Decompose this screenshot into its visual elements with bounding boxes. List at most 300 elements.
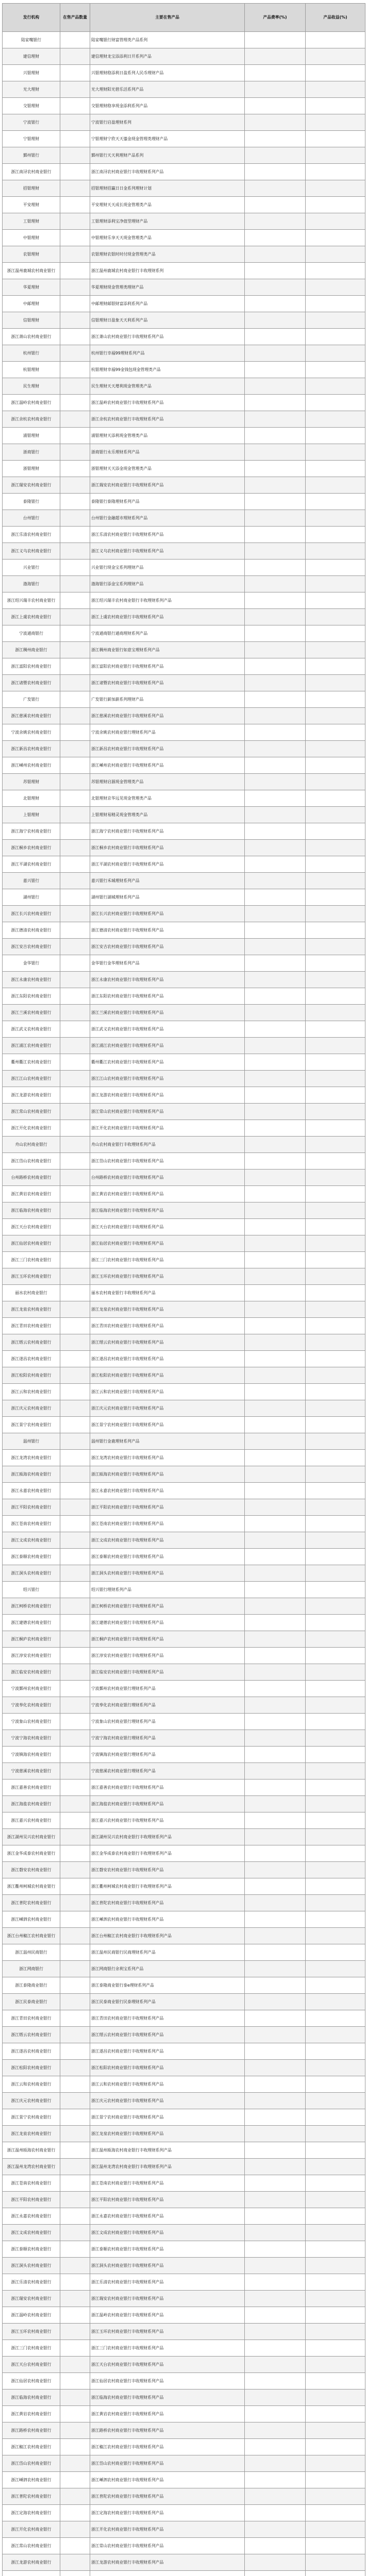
product-count-cell [60,461,90,477]
issuer-cell: 浙江常山农村商业银行 [3,1104,60,1120]
fee-rate-cell [245,972,306,988]
table-row [3,2340,365,2357]
main-product-cell: 宁波象山农村商业银行理财系列产品 [90,1714,245,1730]
table-row [3,2554,365,2571]
yield-cell [306,1054,365,1071]
table-row [3,1615,365,1631]
issuer-cell: 浙江富阳农村商业银行 [3,658,60,675]
issuer-cell: 浙江瑞安农村商业银行 [3,477,60,494]
main-product-cell: 浙江台州椒江农村商业银行丰收理财系列产品 [90,1928,245,1944]
product-count-cell [60,2538,90,2554]
main-product-cell: 浙江定海农村商业银行丰收理财系列产品 [90,2505,245,2521]
main-product-cell: 浙江青田农村商业银行丰收理财系列产品 [90,1318,245,1334]
main-product-cell: 浙江景宁农村商业银行丰收理财系列产品 [90,1417,245,1433]
fee-rate-cell [245,362,306,378]
table-row [3,2076,365,2093]
table-row [3,2225,365,2241]
main-product-cell: 浙江龙游农村商业银行丰收理财系列产品 [90,1087,245,1104]
table-row [3,2307,365,2324]
main-product-cell: 浙江德清农村商业银行丰收理财系列产品 [90,922,245,939]
table-row [3,2406,365,2422]
yield-cell [306,378,365,395]
table-row [3,560,365,576]
yield-cell [306,2159,365,2175]
yield-cell [306,246,365,263]
table-row [3,428,365,444]
table-row [3,1334,365,1351]
product-count-cell [60,906,90,922]
yield-cell [306,1862,365,1878]
yield-cell [306,1367,365,1384]
fee-rate-cell [245,2324,306,2340]
table-row [3,1021,365,1038]
fee-rate-cell [245,164,306,180]
product-count-cell [60,1598,90,1615]
fee-rate-cell [245,988,306,1005]
main-product-cell: 浙江永嘉农村商业银行丰收理财系列产品 [90,1483,245,1499]
fee-rate-cell [245,1005,306,1021]
yield-cell [306,774,365,790]
yield-cell [306,1549,365,1565]
issuer-cell: 浙江黄岩农村商业银行 [3,1186,60,1202]
table-row [3,972,365,988]
fee-rate-cell [245,840,306,856]
issuer-cell: 浙江江山农村商业银行 [3,1071,60,1087]
yield-cell [306,444,365,461]
main-product-cell: 宁波镇海农村商业银行理财系列产品 [90,1747,245,1763]
fee-rate-cell [245,527,306,543]
issuer-cell: 浙江临海农村商业银行 [3,1202,60,1219]
issuer-cell [3,2571,60,2576]
issuer-cell: 浙江温州龙湾农村商业银行 [3,2159,60,2175]
product-count-cell [60,757,90,774]
table-row [3,1565,365,1582]
fee-rate-cell [245,757,306,774]
product-count-cell [60,1697,90,1714]
fee-rate-cell [245,1104,306,1120]
fee-rate-cell [245,197,306,213]
main-product-cell: 兴银理财稳添利日盈系列人民币理财产品 [90,65,245,81]
product-count-cell [60,2043,90,2060]
main-product-cell: 浙江天台农村商业银行丰收理财系列产品 [90,1219,245,1235]
yield-cell [306,362,365,378]
product-count-cell [60,230,90,246]
fee-rate-cell [245,345,306,362]
fee-rate-cell [245,2455,306,2472]
table-row [3,708,365,724]
issuer-cell: 浙江洞头农村商业银行 [3,2258,60,2274]
product-count-cell [60,988,90,1005]
product-count-cell [60,1104,90,1120]
issuer-cell: 宁波镇海农村商业银行 [3,1747,60,1763]
fee-rate-cell [245,1780,306,1796]
fee-rate-cell [245,1961,306,1977]
yield-cell [306,2357,365,2373]
issuer-cell: 浙江安吉农村商业银行 [3,939,60,955]
product-count-cell [60,147,90,164]
main-product-cell: 浙江武义农村商业银行丰收理财系列产品 [90,1021,245,1038]
yield-cell [306,131,365,147]
yield-cell [306,1433,365,1450]
product-count-cell [60,708,90,724]
fee-rate-cell [245,1384,306,1400]
product-count-cell [60,823,90,840]
issuer-cell: 中邮理财 [3,296,60,312]
table-row [3,1499,365,1516]
product-count-cell [60,1714,90,1730]
issuer-cell: 建信理财 [3,48,60,65]
main-product-cell: 浙江海宁农村商业银行丰收理财系列产品 [90,823,245,840]
table-row [3,213,365,230]
fee-rate-cell [245,2357,306,2373]
fee-rate-cell [245,2010,306,2027]
issuer-cell: 华夏理财 [3,279,60,296]
table-row [3,2126,365,2142]
product-count-cell [60,1862,90,1878]
table-row [3,1433,365,1450]
yield-cell [306,1235,365,1252]
product-count-cell [60,1400,90,1417]
fee-rate-cell [245,2554,306,2571]
product-count-cell [60,164,90,180]
yield-cell [306,1631,365,1648]
table-row [3,2027,365,2043]
table-row [3,1944,365,1961]
product-table-sheet [2,3,365,2576]
product-count-cell [60,2422,90,2439]
fee-rate-cell [245,461,306,477]
fee-rate-cell [245,2192,306,2208]
issuer-cell: 浙江普陀农村商业银行 [3,2488,60,2505]
table-row [3,1681,365,1697]
table-row [3,65,365,81]
yield-cell [306,922,365,939]
issuer-cell: 金华银行 [3,955,60,972]
product-count-cell [60,1318,90,1334]
main-product-cell: 丽水农村商业银行丰收理财系列产品 [90,1285,245,1301]
main-product-cell: 浙江松阳农村商业银行丰收理财系列产品 [90,1367,245,1384]
table-row [3,1466,365,1483]
table-row [3,2010,365,2027]
fee-rate-cell [245,48,306,65]
yield-cell [306,1812,365,1829]
fee-rate-cell [245,1928,306,1944]
yield-cell [306,494,365,510]
issuer-cell: 浙江缙云农村商业银行 [3,2027,60,2043]
yield-cell [306,1120,365,1137]
table-row [3,1516,365,1532]
main-product-cell: 浙江遂昌农村商业银行丰收理财系列产品 [90,2043,245,2060]
issuer-cell: 丽水农村商业银行 [3,1285,60,1301]
main-product-cell: 浙江温州民商银行民商理财系列产品 [90,1944,245,1961]
issuer-cell: 嘉兴银行 [3,873,60,889]
main-product-cell: 衢州衢江农村商业银行丰收理财系列产品 [90,1054,245,1071]
yield-cell [306,1829,365,1845]
issuer-cell: 绍兴银行 [3,1582,60,1598]
main-product-cell: 浙江松阳农村商业银行丰收理财系列产品 [90,2060,245,2076]
yield-cell [306,1071,365,1087]
product-count-cell [60,81,90,98]
main-product-cell: 浙江瑞安农村商业银行丰收理财系列产品 [90,477,245,494]
main-product-cell: 泰隆银行泰隆理财系列产品 [90,494,245,510]
issuer-cell: 浙江开化农村商业银行 [3,2521,60,2538]
table-row [3,1005,365,1021]
fee-rate-cell [245,1714,306,1730]
fee-rate-cell [245,2389,306,2406]
product-count-cell [60,1235,90,1252]
issuer-cell: 浙江永嘉农村商业银行 [3,1483,60,1499]
issuer-cell: 浙江长兴农村商业银行 [3,906,60,922]
table-row [3,873,365,889]
issuer-cell: 浙江永嘉农村商业银行 [3,2208,60,2225]
table-body [3,32,365,2576]
table-row [3,790,365,807]
issuer-cell: 浙江开化农村商业银行 [3,1120,60,1137]
fee-rate-cell [245,2538,306,2554]
issuer-cell: 浙江泰隆商业银行 [3,1977,60,1994]
product-count-cell [60,2571,90,2576]
yield-cell [306,1961,365,1977]
main-product-cell: 工银理财添利宝净值型理财产品 [90,213,245,230]
table-row [3,362,365,378]
main-product-cell: 浙江常山农村商业银行丰收理财系列产品 [90,2538,245,2554]
main-product-cell: 浙江余杭农村商业银行丰收理财系列产品 [90,411,245,428]
main-product-cell: 浙江温岭农村商业银行丰收理财系列产品 [90,2307,245,2324]
issuer-cell: 浙江海宁农村商业银行 [3,823,60,840]
fee-rate-cell [245,296,306,312]
fee-rate-cell [245,1466,306,1483]
main-product-cell: 浙江黄岩农村商业银行丰收理财系列产品 [90,2406,245,2422]
product-count-cell [60,2406,90,2422]
yield-cell [306,741,365,757]
main-product-cell: 宁波银行启盈理财系列 [90,114,245,131]
product-count-cell [60,395,90,411]
issuer-cell: 浙江萧山农村商业银行 [3,329,60,345]
main-product-cell: 浙江玉环农村商业银行丰收理财系列产品 [90,2324,245,2340]
table-row [3,691,365,708]
main-product-cell: 浙江安吉农村商业银行丰收理财系列产品 [90,939,245,955]
main-product-cell: 金华银行金华理财系列产品 [90,955,245,972]
main-product-cell: 舟山农村商业银行丰收理财系列产品 [90,1137,245,1153]
table-row [3,1878,365,1895]
yield-cell [306,724,365,741]
yield-cell [306,658,365,675]
product-count-cell [60,2357,90,2373]
yield-cell [306,1137,365,1153]
issuer-cell: 浙江诸暨农村商业银行 [3,675,60,691]
table-row [3,1532,365,1549]
main-product-cell: 兴业银行现金宝系列理财产品 [90,560,245,576]
fee-rate-cell [245,246,306,263]
issuer-cell: 上银理财 [3,807,60,823]
fee-rate-cell [245,1598,306,1615]
fee-rate-cell [245,2175,306,2192]
issuer-cell: 信银理财 [3,312,60,329]
product-count-cell [60,1631,90,1648]
yield-cell [306,642,365,658]
table-row [3,1417,365,1433]
table-row [3,230,365,246]
main-product-cell: 浙江龙泉农村商业银行丰收理财系列产品 [90,1301,245,1318]
yield-cell [306,2521,365,2538]
main-product-cell: 浙江龙湾农村商业银行丰收理财系列产品 [90,1450,245,1466]
main-product-cell: 浦银理财天添利现金管理类产品 [90,428,245,444]
main-product-cell: 广发银行薪加薪系列理财产品 [90,691,245,708]
yield-cell [306,1697,365,1714]
yield-cell [306,2505,365,2521]
issuer-cell: 浙江松阳农村商业银行 [3,2060,60,2076]
issuer-cell: 浙江仙居农村商业银行 [3,2373,60,2389]
main-product-cell: 浙江新昌农村商业银行丰收理财系列产品 [90,741,245,757]
issuer-cell: 北银理财 [3,790,60,807]
fee-rate-cell [245,1549,306,1565]
fee-rate-cell [245,2488,306,2505]
product-count-cell [60,2142,90,2159]
fee-rate-cell [245,955,306,972]
table-row [3,1994,365,2010]
fee-rate-cell [245,312,306,329]
product-count-cell [60,642,90,658]
fee-rate-cell [245,576,306,592]
fee-rate-cell [245,1137,306,1153]
yield-cell [306,2010,365,2027]
main-product-cell: 浙江洞头农村商业银行丰收理财系列产品 [90,2258,245,2274]
main-product-cell: 宁波通商银行通商理财系列产品 [90,625,245,642]
product-count-cell [60,65,90,81]
issuer-cell: 兴业银行 [3,560,60,576]
main-product-cell: 浙江柯桥农村商业银行丰收理财系列产品 [90,1598,245,1615]
yield-cell [306,2027,365,2043]
table-row [3,1812,365,1829]
table-row [3,1730,365,1747]
product-count-cell [60,2274,90,2291]
yield-cell [306,2142,365,2159]
main-product-cell: 浙江苍南农村商业银行丰收理财系列产品 [90,2175,245,2192]
fee-rate-cell [245,1911,306,1928]
main-product-cell: 浙江义乌农村商业银行丰收理财系列产品 [90,543,245,560]
yield-cell [306,2093,365,2109]
fee-rate-cell [245,1697,306,1714]
issuer-cell: 浙江慈溪农村商业银行 [3,708,60,724]
table-row [3,955,365,972]
table-row [3,609,365,625]
main-product-cell: 浙江苍南农村商业银行丰收理财系列产品 [90,1516,245,1532]
product-count-cell [60,2472,90,2488]
issuer-cell: 浙江苍南农村商业银行 [3,2175,60,2192]
yield-cell [306,2175,365,2192]
yield-cell [306,1202,365,1219]
yield-cell [306,477,365,494]
issuer-cell: 招银理财 [3,180,60,197]
yield-cell [306,1714,365,1730]
main-product-cell: 浙江桐乡农村商业银行丰收理财系列产品 [90,840,245,856]
fee-rate-cell [245,444,306,461]
table-row [3,1285,365,1301]
product-count-cell [60,1994,90,2010]
fee-rate-cell [245,411,306,428]
yield-cell [306,263,365,279]
main-product-cell: 浙江文成农村商业银行丰收理财系列产品 [90,2225,245,2241]
yield-cell [306,939,365,955]
product-count-cell [60,2340,90,2357]
table-row [3,2175,365,2192]
fee-rate-cell [245,2093,306,2109]
yield-cell [306,972,365,988]
issuer-cell: 浙江稠州商业银行 [3,642,60,658]
product-count-cell [60,576,90,592]
main-product-cell: 台州银行金融超市理财系列产品 [90,510,245,527]
main-product-cell: 浙江普陀农村商业银行丰收理财系列产品 [90,1895,245,1911]
issuer-cell: 浙江台州椒江农村商业银行 [3,1928,60,1944]
header-main-product: 主要在售产品 [90,4,245,32]
table-row [3,2373,365,2389]
issuer-cell: 浙江龙泉农村商业银行 [3,2126,60,2142]
yield-cell [306,2340,365,2357]
product-count-cell [60,1648,90,1664]
main-product-cell: 中邮理财邮银财富添利系列产品 [90,296,245,312]
fee-rate-cell [245,263,306,279]
fee-rate-cell [245,1829,306,1845]
product-count-cell [60,1417,90,1433]
yield-cell [306,2406,365,2422]
fee-rate-cell [245,658,306,675]
issuer-cell: 光大理财 [3,81,60,98]
product-count-cell [60,1202,90,1219]
issuer-cell: 浙江桐乡农村商业银行 [3,840,60,856]
main-product-cell: 绍兴银行理财系列产品 [90,1582,245,1598]
yield-cell [306,1334,365,1351]
yield-cell [306,1615,365,1631]
yield-cell [306,1104,365,1120]
issuer-cell: 浙江桐庐农村商业银行 [3,1631,60,1648]
product-count-cell [60,1137,90,1153]
fee-rate-cell [245,1582,306,1598]
product-count-cell [60,1664,90,1681]
product-count-cell [60,2324,90,2340]
yield-cell [306,510,365,527]
table-row [3,1054,365,1071]
main-product-cell: 浙江庆元农村商业银行丰收理财系列产品 [90,1400,245,1417]
table-row [3,1318,365,1334]
yield-cell [306,1499,365,1516]
fee-rate-cell [245,2521,306,2538]
issuer-cell: 浙江兰溪农村商业银行 [3,1005,60,1021]
table-row [3,114,365,131]
table-row [3,2274,365,2291]
fee-rate-cell [245,2126,306,2142]
yield-cell [306,675,365,691]
table-row [3,1961,365,1977]
product-count-cell [60,428,90,444]
main-product-cell: 浙江平阳农村商业银行丰收理财系列产品 [90,1499,245,1516]
yield-cell [306,823,365,840]
table-row [3,527,365,543]
main-product-cell: 宁波余姚农村商业银行理财系列产品 [90,724,245,741]
issuer-cell: 浙商银行 [3,444,60,461]
issuer-cell: 浙江泰顺农村商业银行 [3,1549,60,1565]
issuer-cell: 宁波奉化农村商业银行 [3,1697,60,1714]
product-count-cell [60,114,90,131]
product-count-cell [60,1466,90,1483]
yield-cell [306,2472,365,2488]
product-count-cell [60,48,90,65]
issuer-cell: 浙江绍兴瑞丰农村商业银行 [3,592,60,609]
issuer-cell: 浙江龙游农村商业银行 [3,2554,60,2571]
yield-cell [306,2109,365,2126]
table-row [3,576,365,592]
yield-cell [306,807,365,823]
main-product-cell: 浙江泰顺农村商业银行丰收理财系列产品 [90,1549,245,1565]
